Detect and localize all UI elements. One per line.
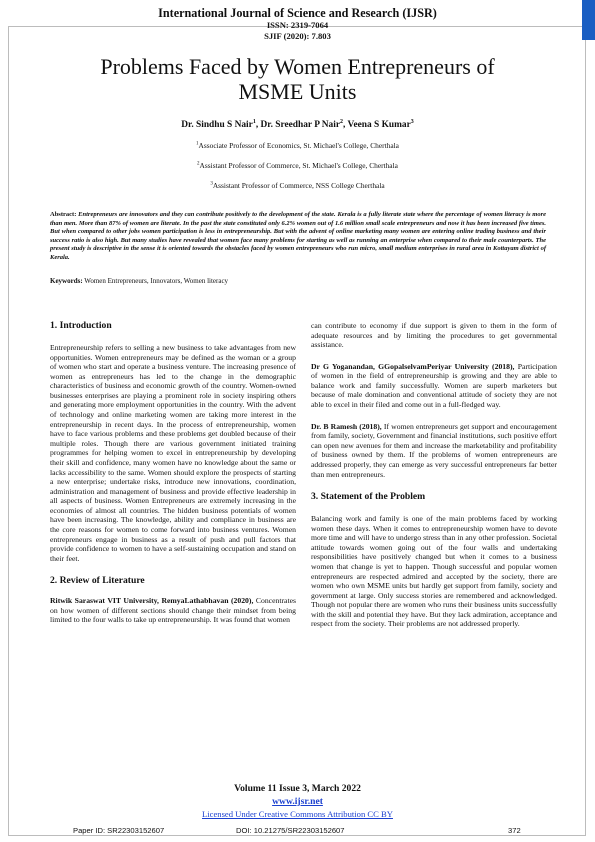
affiliation: [0, 161, 595, 170]
review-continued-text: can contribute to economy if due support is given to them in the form of adequate resources and by limiting the procedures to get governmental assistance.: [311, 321, 557, 350]
author-sup: 2: [340, 119, 344, 125]
sjif: SJIF (2020): 7.803: [264, 31, 331, 41]
journal-title: International Journal of Science and Research (IJSR): [158, 6, 437, 20]
journal-header: [0, 6, 595, 42]
review-authors: Ritwik Saraswat VIT University, RemyaLathabhavan (2020),: [50, 596, 254, 606]
page-number: 372: [508, 826, 521, 835]
doi: DOI: 10.21275/SR22303152607: [236, 826, 345, 835]
author-sup: 1: [252, 119, 256, 125]
author-name: Dr. Sreedhar P Nair: [260, 120, 341, 131]
keywords: [50, 277, 546, 285]
affiliation-text: Assistant Professor of Commerce, NSS College Cherthala: [212, 181, 385, 190]
volume-info: Volume 11 Issue 3, March 2022: [234, 783, 361, 794]
introduction-text: Entrepreneurship refers to selling a new business to take advantages from new opportunities. Women entrepreneurs may be defined as the woman or a group of women who start and operate a business venture. The increasing presence of women as entrepreneurs has led to the change in the demographic characteristics of business and economic growth of the country. Women-owned businesses enterprises are playing a prominent role in society inspiring others and generating more employment opportunities in the country. With the advent of technology and online marketing women are taking more interest in the entrepreneurship in recent days. In the process of entrepreneurship, women have to face various problems and these problems get doubled because of their multiple roles. Though there are various government initiated training programmes for helping women to excel in entrepreneurship by developing their skill and confidence, many women have no knowledge about the same or lacks accessibility to the same. Women should explore the prospects of starting a new enterprise; undertake risks, introduce new innovations, coordination, administration and management of business and provide effective leadership in all aspects of business. Women Entrepreneurs are extremely increasing in the economies of almost all countries. The hidden business potentials of women have been increasing. The knowledge, ability and compliance in business are the core reasons for women to come forward into business ventures. Women entrepreneurs engage in business as a result of push and pull factors that provide confidence to women to have a self-sustaining occupation and stand on their feet.: [50, 343, 296, 563]
author-list: Dr. Sindhu S Nair$^1$, Dr. Sreedhar P Nair$^2$, Veena S Kumar$^3$: [181, 119, 414, 131]
review-paragraph: [311, 422, 557, 479]
corner-badge: [582, 0, 595, 40]
title-line-2: MSME Units: [238, 79, 357, 104]
affiliation-sup: 1: [196, 141, 199, 147]
author-name: Veena S Kumar: [347, 120, 411, 131]
review-text: If women entrepreneurs get support and encouragement from family, society, Government and financial institutions, such positive effort can open new avenues for them and increase the marketability and profitability of business owned by them. If the problems of women entrepreneurs are addressed properly, they can emerge as very successful entrepreneurs far better than men entrepreneurs.: [311, 421, 558, 479]
affiliation: [0, 181, 595, 190]
review-paragraph: [311, 362, 557, 410]
abstract-label: Abstract:: [50, 211, 77, 218]
review-text: Concentrates on how women of different sections should change their mindset from being limited to the four walls to take up entrepreneurship. It was found that women: [50, 596, 296, 625]
section-heading-review: 2. Review of Literature: [50, 575, 145, 587]
affiliation-sup: 3: [210, 181, 213, 187]
section-heading-problem: 3. Statement of the Problem: [311, 491, 426, 503]
affiliation-sup: 2: [197, 161, 200, 167]
issn: ISSN: 2319-7064: [266, 20, 329, 30]
affiliation-text: Assistant Professor of Commerce, St. Michael's College, Cherthala: [199, 161, 398, 170]
left-column: [50, 320, 296, 625]
keywords-text: Women Entrepreneurs, Innovators, Women literacy: [84, 277, 229, 285]
paper-id: Paper ID: SR22303152607: [73, 826, 165, 835]
license-link[interactable]: Licensed Under Creative Commons Attribution CC BY: [202, 809, 393, 819]
author-name: Dr. Sindhu S Nair: [181, 120, 253, 131]
affiliation-text: Associate Professor of Economics, St. Michael's College, Cherthala: [198, 141, 399, 150]
abstract: [50, 211, 546, 263]
section-heading-introduction: 1. Introduction: [50, 320, 112, 331]
keywords-label: Keywords:: [50, 277, 83, 285]
review-authors: Dr G Yoganandan, GGopalselvamPeriyar University (2018),: [311, 361, 515, 371]
title-line-1: Problems Faced by Women Entrepreneurs of: [100, 54, 495, 79]
page-footer: [0, 826, 595, 838]
review-text: Participation of women in the field of entrepreneurship is growing and they are able to balance work and family successfully. Women are superb marketers but because of male domination and conventional attitude of society they are not able to excel in their filed and come out in a full-fledged way.: [311, 361, 557, 410]
paper-title: [0, 54, 595, 104]
review-authors: Dr. B Ramesh (2018),: [311, 421, 382, 431]
abstract-text: Entrepreneurs are innovators and they can contribute positively to the development of the state. Kerala is a fully literate state where the percentage of women literacy is more than men. More than 87% of women are literate. In the past the state constituted only 6.2% women out of 1.6 million small scale entrepreneurs and now it has been increased five times. But when compared to other jobs women participation is less in entrepreneurship. But with the advent of online marketing many women are entering online trading business and their success ratio is also high. But many studies have revealed that women face many problems for starting as well as running an enterprise when compared to their male counterparts. The present study is descriptive in the sense it is oriented towards the obstacles faced by women entrepreneurs who run micro, small medium enterprises in rural area in Kottayam district of Kerala.: [50, 211, 547, 261]
problem-text: Balancing work and family is one of the main problems faced by working women these days. When it comes to entrepreneurship women have to devote more time and will have to undergo stress than in any other profession. Societal attitude towards women going out of the four walls and undertaking responsibilities have positively changed but when it comes to a business women that change is yet to happen. Though successful and popular women entrepreneurs are respected admired and accepted by the society, there are women who own MSME units but hardly get support from family, society and government at large. Only success stories are remembered and acknowledged. Though not popular there are women who runs their business units successfully with the skill and potential they have. But they lack admiration, acceptance and respect from the society. Their problems are not addressed properly.: [311, 514, 557, 629]
right-column: [311, 321, 557, 629]
affiliation: [0, 141, 595, 150]
author-sup: 3: [410, 119, 414, 125]
website-link[interactable]: www.ijsr.net: [272, 796, 323, 807]
review-paragraph: [50, 596, 296, 625]
